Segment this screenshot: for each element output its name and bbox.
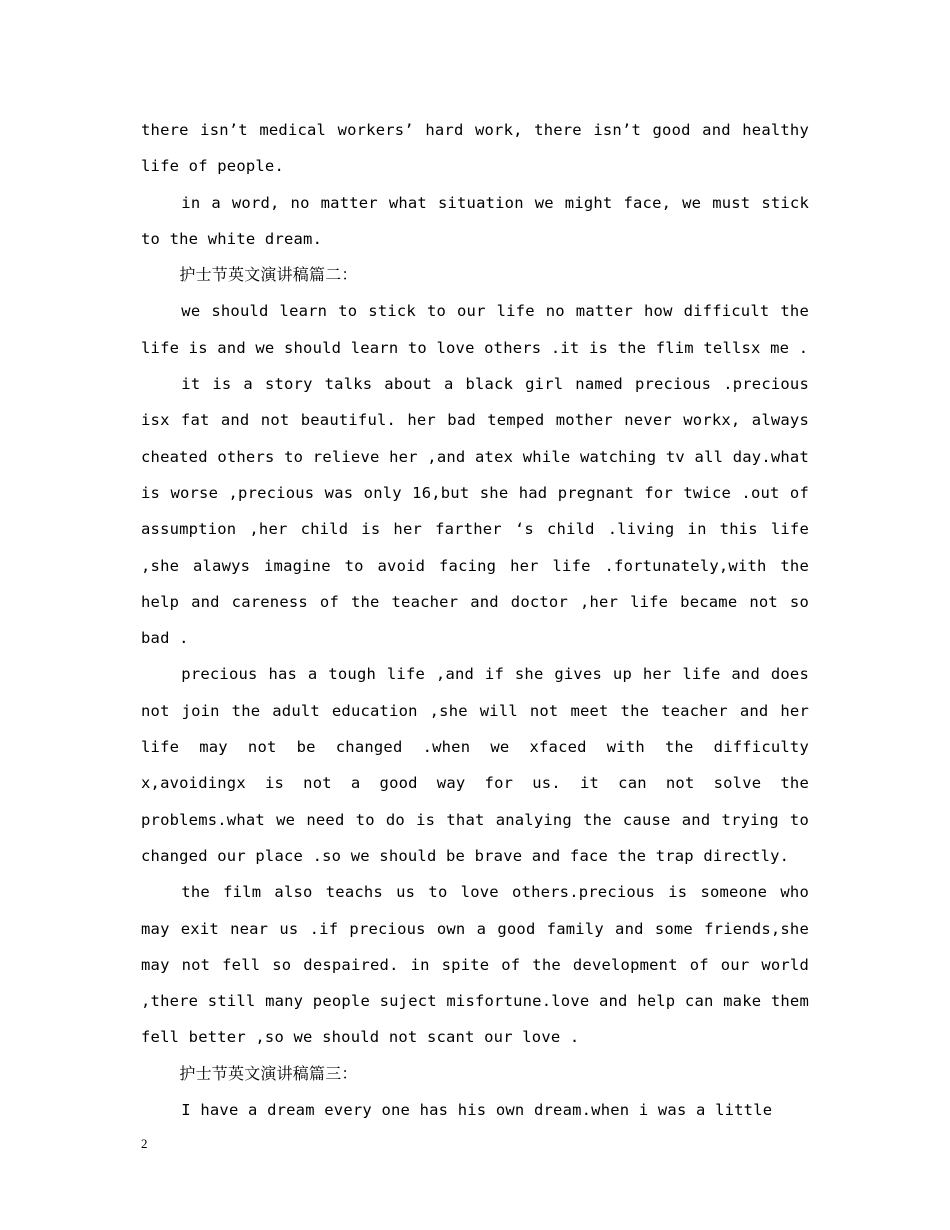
paragraph-4: it is a story talks about a black girl named precious .precious isx fat and not beautiful. her bad temped mother never workx, always cheated others to relieve her ,and atex while watching tv all day.what is worse ,precious was only 16,but she had pregnant for twice .out of assumption ,her child is her farther ‘s child .living in this life ,she alawys imagine to avoid facing her life .fortunately,with the help and careness of the teacher and doctor ,her life became not so bad . bbox=[141, 375, 809, 648]
section-heading-2: 护士节英文演讲稿篇二： bbox=[179, 265, 358, 285]
page-body bbox=[141, 112, 809, 1128]
paragraph-1: there isn’t medical workers’ hard work, there isn’t good and healthy life of people. bbox=[141, 121, 809, 176]
page-number: 2 bbox=[141, 1136, 148, 1151]
paragraph-2: in a word, no matter what situation we might face, we must stick to the white dream. bbox=[141, 193, 809, 248]
paragraph-7: I have a dream every one has his own dream.when i was a little bbox=[181, 1101, 773, 1120]
paragraph-6: the film also teachs us to love others.precious is someone who may exit near us .if precious own a good family and some friends,she may not fell so despaired. in spite of the development of our world ,there still many people suject misfortune.love and help can make them fell better ,so we should not scant our love . bbox=[141, 883, 809, 1047]
section-heading-3: 护士节英文演讲稿篇三： bbox=[179, 1063, 358, 1083]
paragraph-3: we should learn to stick to our life no matter how difficult the life is and we should learn to love others .it is the flim tellsx me . bbox=[141, 302, 809, 357]
paragraph-5: precious has a tough life ,and if she gives up her life and does not join the adult education ,she will not meet the teacher and her life may not be changed .when we xfaced with the difficulty x,avoidingx is not a good way for us. it can not solve the problems.what we need to do is that analying the cause and trying to changed our place .so we should be brave and face the trap directly. bbox=[141, 665, 809, 865]
